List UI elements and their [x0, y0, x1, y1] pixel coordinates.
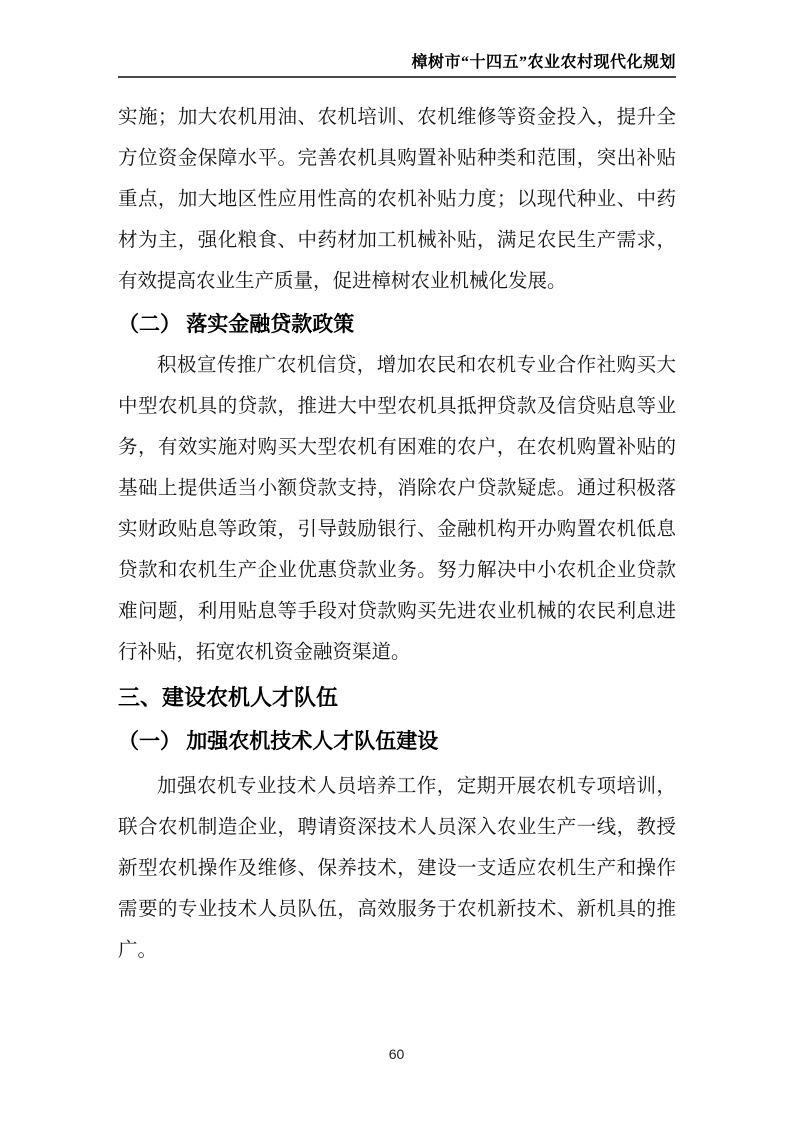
paragraph-continuation: 实施；加大农机用油、农机培训、农机维修等资金投入，提升全方位资金保障水平。完善农机具购置补贴种类和范围，突出补贴重点，加大地区性应用性高的农机补贴力度；以现代种业、中药材为主，强化粮食、中药材加工机械补贴，满足农民生产需求，有效提高农业生产质量，促进樟树农业机械化发展。 — [118, 107, 676, 292]
document-body — [118, 97, 676, 971]
header-title: 樟树市“十四五”农业农村现代化规划 — [411, 54, 676, 71]
chapter-3-heading: 三、建设农机人才队伍 — [118, 685, 339, 710]
page-header — [118, 54, 676, 78]
section-2-paragraph: 积极宣传推广农机信贷，增加农民和农机专业合作社购买大中型农机具的贷款，推进大中型农机具抵押贷款及信贷贴息等业务，有效实施对购买大型农机有困难的农户，在农机购置补贴的基础上提供适当小额贷款支持，消除农户贷款疑虑。通过积极落实财政贴息等政策，引导鼓励银行、金融机构开办购置农机低息贷款和农机生产企业优惠贷款业务。努力解决中小农机企业贷款难问题，利用贴息等手段对贷款购买先进农业机械的农民利息进行补贴，拓宽农机资金融资渠道。 — [118, 355, 676, 663]
section-3-1-heading: （一） 加强农机技术人才队伍建设 — [118, 729, 439, 753]
page-footer — [0, 1044, 793, 1064]
page-number: 60 — [388, 1046, 405, 1062]
section-2-heading: （二） 落实金融贷款政策 — [118, 312, 355, 336]
section-3-1-paragraph: 加强农机专业技术人员培养工作，定期开展农机专项培训，联合农机制造企业，聘请资深技术人员深入农业生产一线，教授新型农机操作及维修、保养技术，建设一支适应农机生产和操作需要的专业技术人员队伍，高效服务于农机新技术、新机具的推广。 — [118, 776, 676, 961]
